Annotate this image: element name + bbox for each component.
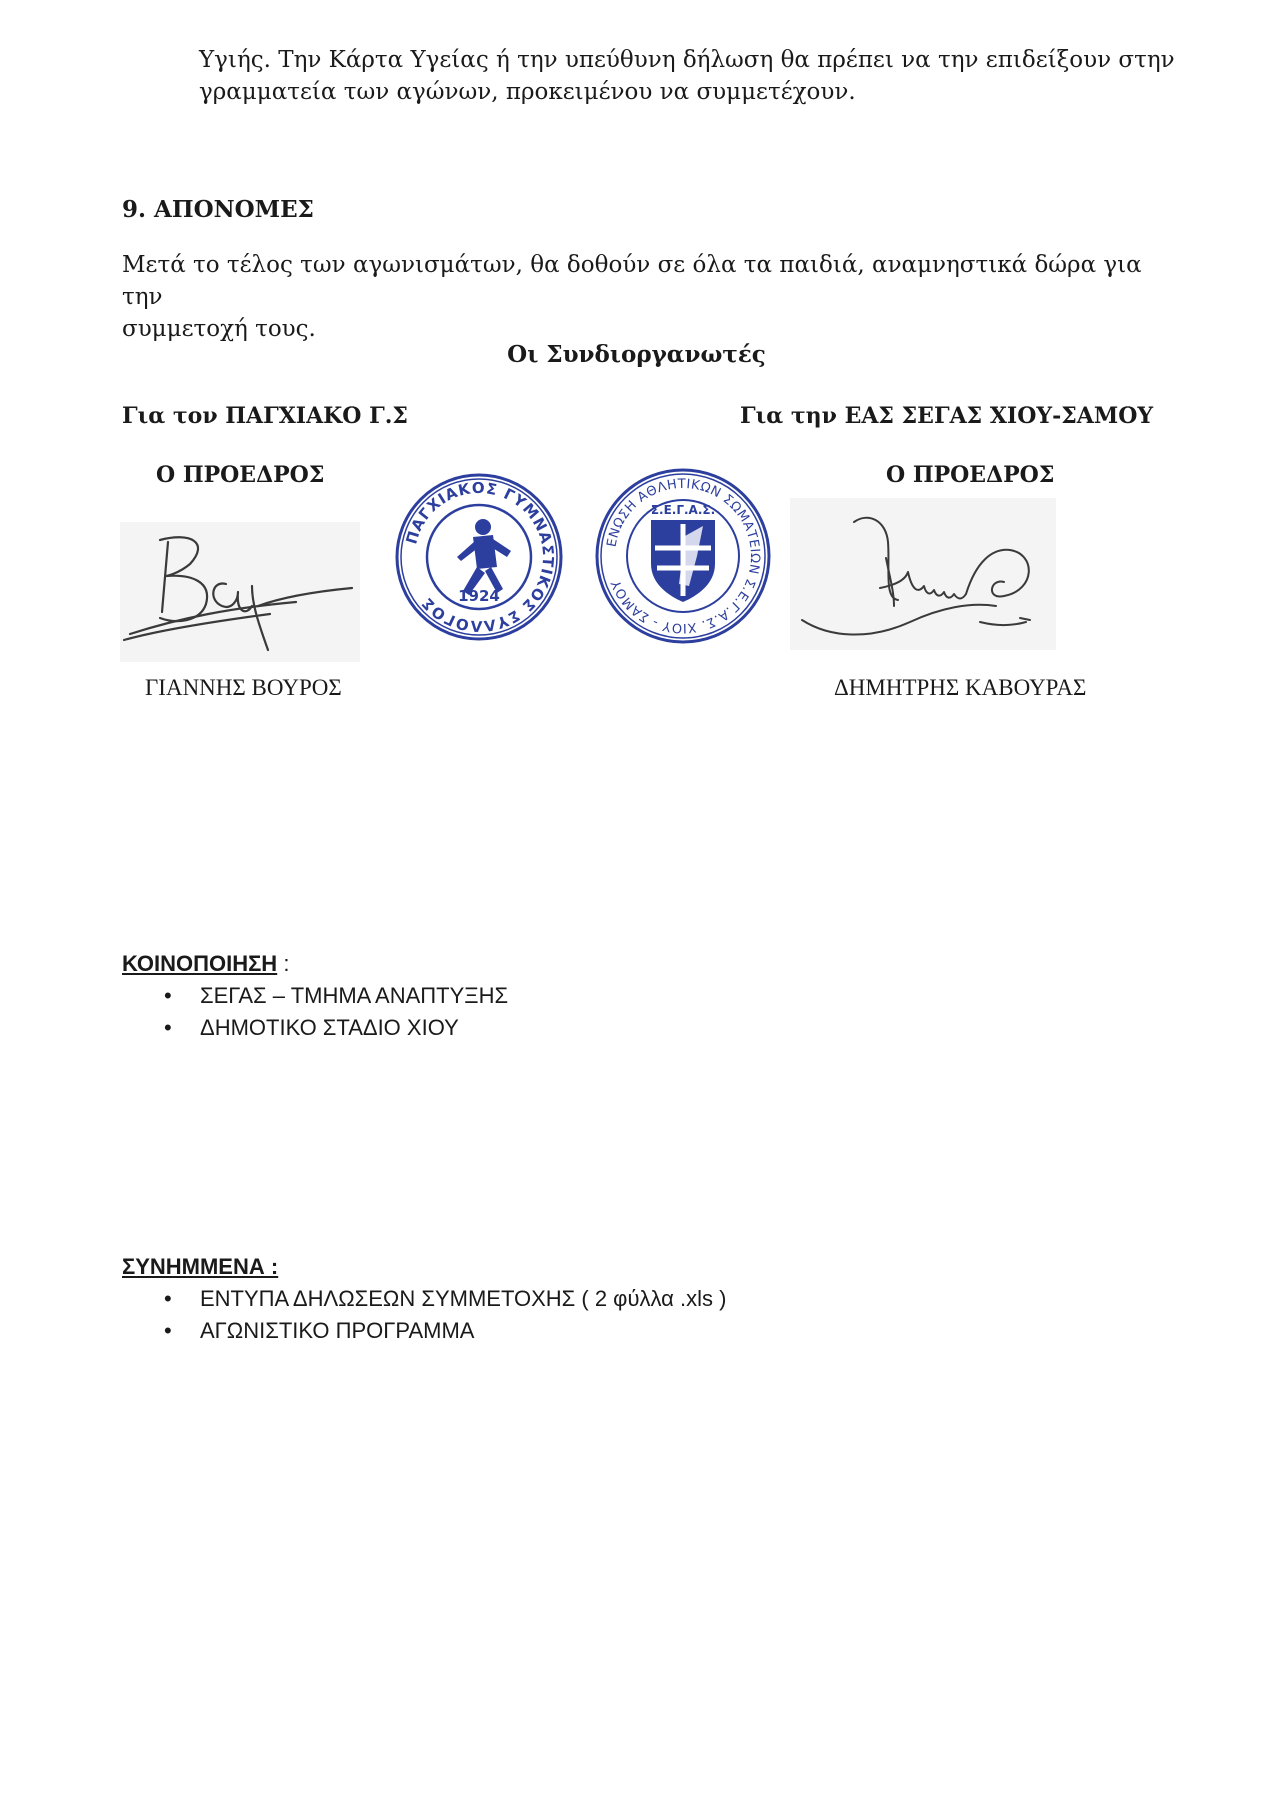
svg-text:Σ.Ε.Γ.Α.Σ.: Σ.Ε.Γ.Α.Σ. [650,503,716,517]
right-organizer-label: Για την ΕΑΣ ΣΕΓΑΣ ΧΙΟΥ-ΣΑΜΟΥ [740,403,1154,429]
svg-text:ΠΑΓΧΙΑΚΟΣ ΓΥΜΝΑΣΤΙΚΟΣ ΣΥΛΛΟΓΟΣ: ΠΑΓΧΙΑΚΟΣ ΓΥΜΝΑΣΤΙΚΟΣ ΣΥΛΛΟΓΟΣ [402,478,558,636]
pagchiakos-stamp [393,471,565,643]
segas-stamp [593,466,773,646]
attachments-section [122,1251,1022,1347]
notification-title: ΚΟΙΝΟΠΟΙΗΣΗ [122,951,278,976]
left-organizer-label: Για τον ΠΑΓΧΙΑΚΟ Γ.Σ [122,403,408,429]
left-president-name: ΓΙΑΝΝΗΣ ΒΟΥΡΟΣ [145,675,342,700]
svg-text:1924: 1924 [458,587,500,605]
organizers-title: Οι Συνδιοργανωτές [507,341,766,368]
left-signature [120,522,360,662]
notification-section [122,948,1022,1044]
section-9-line-1: Μετά το τέλος των αγωνισμάτων, θα δοθούν σε όλα τα παιδιά, αναμνηστικά δώρα για την [122,252,1142,310]
section-9-paragraph [122,249,1182,345]
section-9-line-2: συμμετοχή τους. [122,316,316,342]
list-item: • ΑΓΩΝΙΣΤΙΚΟ ΠΡΟΓΡΑΜΜΑ [122,1315,1022,1347]
attachments-title: ΣΥΝΗΜΜΕΝΑ : [122,1254,279,1279]
svg-text:ΕΝΩΣΗ ΑΘΛΗΤΙΚΩΝ ΣΩΜΑΤΕΙΩΝ Σ.Ε.: ΕΝΩΣΗ ΑΘΛΗΤΙΚΩΝ ΣΩΜΑΤΕΙΩΝ Σ.Ε.Γ.Α.Σ. ΧΙΟΥ - ΣΑΜΟΥ [604,476,763,636]
continuation-line-1: Υγιής. Την Κάρτα Υγείας ή την υπεύθυνη δήλωση θα πρέπει να την επιδείξουν στην [199,47,1175,73]
left-president-label: Ο ΠΡΟΕΔΡΟΣ [156,462,325,488]
attachments-list [122,1283,1022,1347]
notification-list [122,980,1022,1044]
right-signature [790,498,1056,650]
right-president-name: ΔΗΜΗΤΡΗΣ ΚΑΒΟΥΡΑΣ [834,675,1087,700]
continuation-line-2: γραμματεία των αγώνων, προκειμένου να συμμετέχουν. [199,79,856,105]
right-president-label: Ο ΠΡΟΕΔΡΟΣ [886,462,1055,488]
notification-colon: : [277,951,290,976]
list-item: • ΕΝΤΥΠΑ ΔΗΛΩΣΕΩΝ ΣΥΜΜΕΤΟΧΗΣ ( 2 φύλλα .xls ) [122,1283,1022,1315]
list-item: • ΔΗΜΟΤΙΚΟ ΣΤΑΔΙΟ ΧΙΟΥ [122,1012,1022,1044]
section-9-heading: 9. ΑΠΟΝΟΜΕΣ [122,196,314,223]
list-item: • ΣΕΓΑΣ – ΤΜΗΜΑ ΑΝΑΠΤΥΞΗΣ [122,980,1022,1012]
continuation-paragraph [199,44,1199,108]
